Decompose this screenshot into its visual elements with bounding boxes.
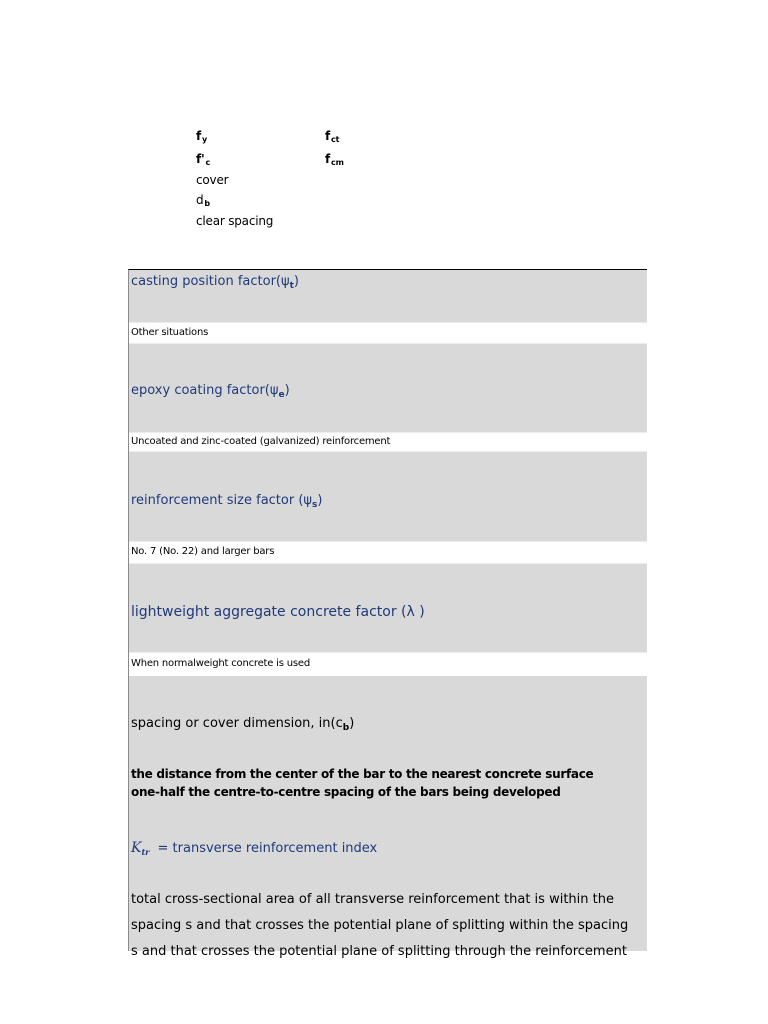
factor-band-size — [129, 452, 647, 541]
factor-note-row-casting — [129, 322, 647, 344]
factor-title-casting-sub: t — [289, 281, 294, 291]
var-fct-sub: ct — [331, 135, 340, 144]
var-fc — [196, 152, 210, 167]
factor-band-lightweight — [129, 564, 647, 652]
factor-note-row-epoxy — [129, 432, 647, 452]
factor-title-size-tail: ) — [317, 493, 323, 508]
factor-title-size — [131, 493, 322, 510]
var-fcm — [325, 152, 344, 167]
factor-sheet — [128, 269, 647, 959]
var-cover: cover — [196, 173, 229, 187]
spacing-title — [131, 716, 354, 733]
factor-band-epoxy — [129, 344, 647, 433]
atr-line-3: s and that crosses the potential plane of splitting through the reinforcement — [131, 944, 627, 959]
var-fy — [196, 129, 207, 144]
factor-note-row-lightweight — [129, 652, 647, 677]
var-fcm-sub: cm — [331, 158, 344, 167]
ktr-definition — [131, 840, 377, 857]
factor-title-casting-text: casting position factor(ψ — [131, 274, 290, 289]
var-fc-sub: c — [205, 158, 211, 167]
var-fct — [325, 129, 339, 144]
factor-title-epoxy — [131, 383, 290, 400]
factor-title-epoxy-sub: e — [278, 390, 285, 400]
factor-note-size: No. 7 (No. 22) and larger bars — [131, 546, 275, 557]
var-db — [196, 193, 210, 208]
ktr-text: = transverse reinforcement index — [157, 841, 378, 856]
var-fcm-main: f — [325, 152, 331, 166]
factor-note-casting: Other situations — [131, 327, 209, 338]
var-fy-sub: y — [202, 135, 208, 144]
factor-title-epoxy-tail: ) — [284, 383, 290, 398]
factor-band-casting — [129, 270, 647, 322]
spacing-line-1: the distance from the center of the bar to the nearest concrete surface — [131, 767, 594, 781]
spacing-title-tail: ) — [349, 716, 355, 731]
factor-note-epoxy: Uncoated and zinc-coated (galvanized) reinforcement — [131, 436, 391, 447]
var-fc-main: f' — [196, 152, 205, 166]
factor-title-size-sub: s — [311, 500, 318, 510]
var-db-main: d — [196, 193, 204, 207]
factor-title-casting — [131, 274, 299, 291]
spacing-section — [129, 676, 647, 959]
atr-line-2: spacing s and that crosses the potential plane of splitting within the spacing — [131, 918, 629, 933]
factor-note-row-size — [129, 541, 647, 564]
ktr-symbol-main: K — [131, 840, 142, 856]
ktr-symbol-sub: tr — [141, 847, 150, 857]
var-fy-main: f — [196, 129, 202, 143]
factor-title-epoxy-text: epoxy coating factor(ψ — [131, 383, 279, 398]
spacing-line-2: one-half the centre-to-centre spacing of the bars being developed — [131, 785, 561, 799]
atr-line-1: total cross-sectional area of all transverse reinforcement that is within the — [131, 892, 614, 907]
spacing-title-text: spacing or cover dimension, in(c — [131, 716, 343, 731]
spacing-title-sub: b — [342, 723, 350, 733]
factor-note-lightweight: When normalweight concrete is used — [131, 658, 310, 669]
factor-title-lightweight: lightweight aggregate concrete factor (λ ) — [131, 604, 425, 620]
factor-title-size-text: reinforcement size factor (ψ — [131, 493, 312, 508]
var-clear-spacing: clear spacing — [196, 214, 274, 228]
ktr-symbol — [131, 840, 149, 856]
factor-title-casting-tail: ) — [293, 274, 299, 289]
var-fct-main: f — [325, 129, 331, 143]
var-db-sub: b — [204, 199, 210, 208]
